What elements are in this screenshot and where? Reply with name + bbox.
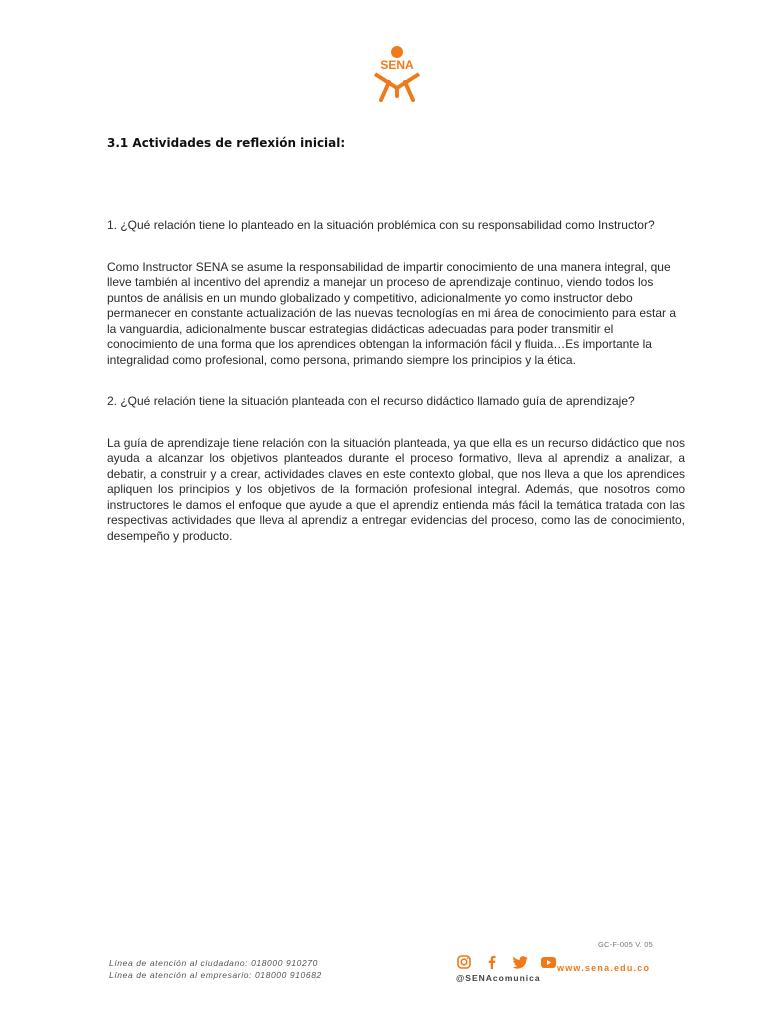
logo-text: SENA	[380, 58, 414, 72]
facebook-icon[interactable]	[484, 954, 499, 970]
sena-logo-graphic	[367, 44, 427, 104]
document-code: GC-F-005 V. 05	[598, 940, 654, 949]
sena-logo	[367, 44, 427, 104]
social-links	[456, 953, 556, 983]
instagram-icon[interactable]	[456, 954, 471, 970]
document-body	[107, 218, 685, 570]
business-hotline: Línea de atención al empresario: 018000 910682	[109, 970, 322, 980]
social-handle: @SENAcomunica	[456, 973, 541, 983]
question-2: 2. ¿Qué relación tiene la situación planteada con el recurso didáctico llamado guía de aprendizaje?	[107, 394, 635, 408]
answer-1: Como Instructor SENA se asume la responsabilidad de impartir conocimiento de una manera integral, que lleve también al incentivo del aprendiz a manejar un proceso de aprendizaje continuo, viendo todos los puntos de análisis en un mundo globalizado y competitivo, adicionalmente yo como instructor debo permanecer en constante actualización de las nuevas tecnologías en mi área de conocimiento para estar a la vanguardia, adicionalmente buscar estrategias didácticas adecuadas para poder transmitir el conocimiento de una forma que los aprendices obtengan la información fácil y fluida…Es importante la integralidad como profesional, como persona, primando siempre los principios y la ética.	[107, 259, 677, 367]
twitter-icon[interactable]	[513, 954, 528, 970]
citizen-hotline: Línea de atención al ciudadano: 018000 910270	[109, 958, 318, 968]
question-1: 1. ¿Qué relación tiene lo planteado en la situación problémica con su responsabilidad como Instructor?	[107, 218, 655, 232]
website-link[interactable]: www.sena.edu.co	[557, 963, 651, 973]
contact-info	[109, 957, 322, 981]
youtube-icon[interactable]	[541, 954, 556, 970]
social-icons-row	[456, 953, 556, 971]
answer-2: La guía de aprendizaje tiene relación con la situación planteada, ya que ella es un recurso didáctico que nos ayuda a alcanzar los objetivos planteados durante el proceso formativo, lleva al aprendiz a analizar, a debatir, a construir y a crear, actividades claves en este contexto global, que nos lleva a que los aprendices apliquen los principios y los objetivos de la formación profesional integral. Además, que nosotros como instructores le damos el enfoque que ayude a que el aprendiz entienda más fácil la temática tratada con las respectivas actividades que lleva al aprendiz a entregar evidencias del proceso, como las de conocimiento, desempeño y producto.	[107, 435, 685, 543]
section-heading: 3.1 Actividades de reflexión inicial:	[107, 136, 346, 150]
